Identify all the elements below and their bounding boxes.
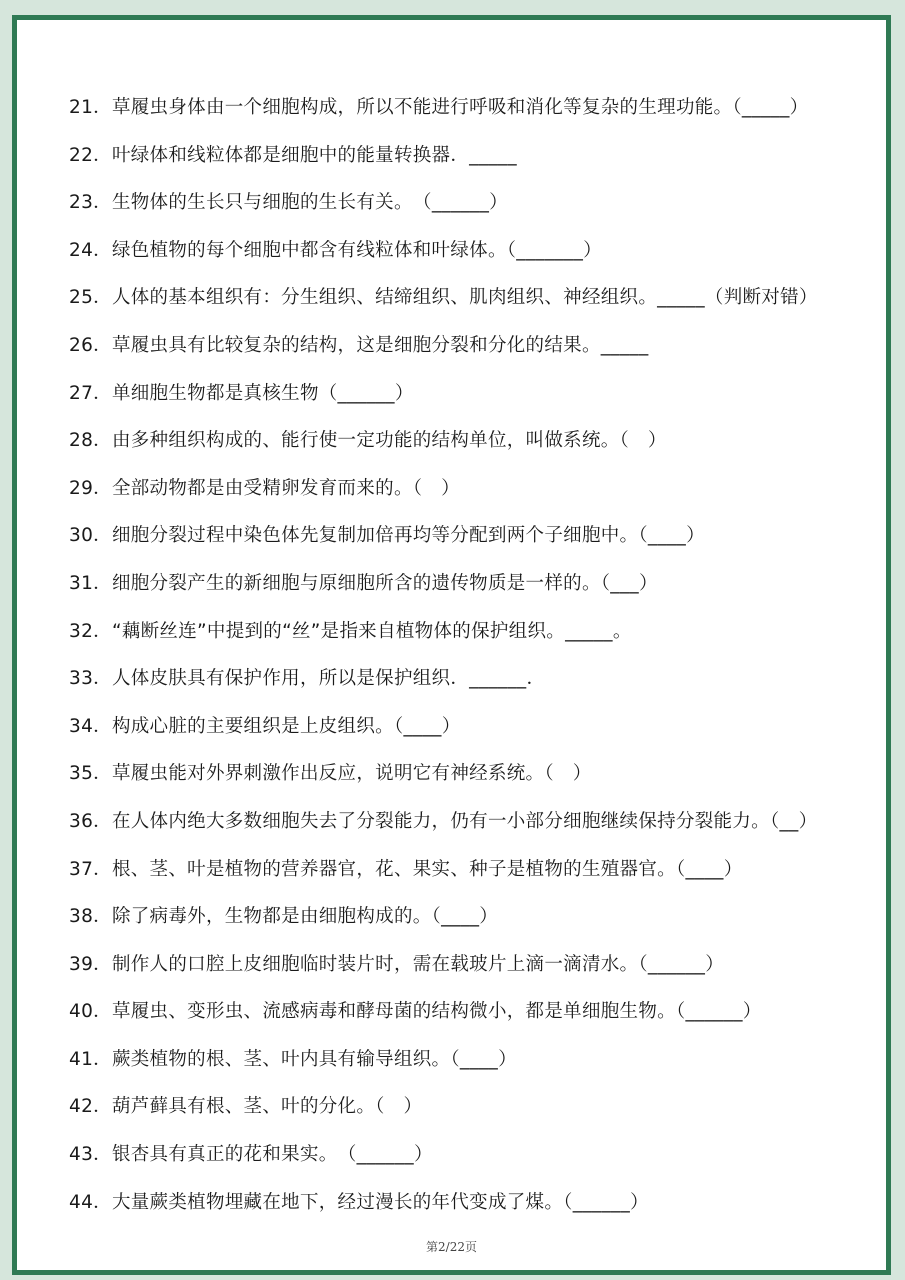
question-item: 28．由多种组织构成的、能行使一定功能的结构单位，叫做系统。（ ） (69, 430, 667, 452)
question-item: 30．细胞分裂过程中染色体先复制加倍再均等分配到两个子细胞中。（____） (69, 525, 705, 547)
question-item: 36．在人体内绝大多数细胞失去了分裂能力，仍有一小部分细胞继续保持分裂能力。（__） (69, 810, 818, 832)
question-item: 27．单细胞生物都是真核生物（______） (69, 382, 414, 404)
question-item: 34．构成心脏的主要组织是上皮组织。（____） (69, 715, 461, 737)
page-number: 第2/22页 (426, 1240, 477, 1254)
question-item: 25．人体的基本组织有：分生组织、结缔组织、肌肉组织、神经组织。_____（判断对错） (69, 287, 818, 309)
question-list (69, 90, 879, 1232)
question-item: 40．草履虫、变形虫、流感病毒和酵母菌的结构微小，都是单细胞生物。（______） (69, 1001, 762, 1023)
question-item: 23．生物体的生长只与细胞的生长有关。 （______） (69, 192, 508, 214)
page-frame (12, 15, 891, 1275)
question-item: 41．蕨类植物的根、茎、叶内具有输导组织。（____） (69, 1048, 517, 1070)
question-item: 32．“藕断丝连”中提到的“丝”是指来自植物体的保护组织。_____。 (69, 620, 632, 642)
question-item: 44．大量蕨类植物埋藏在地下，经过漫长的年代变成了煤。（______） (69, 1191, 649, 1213)
question-item: 39．制作人的口腔上皮细胞临时装片时，需在载玻片上滴一滴清水。（______） (69, 953, 724, 975)
question-item: 24．绿色植物的每个细胞中都含有线粒体和叶绿体。（_______） (69, 239, 602, 261)
question-item: 35．草履虫能对外界刺激作出反应，说明它有神经系统。（ ） (69, 763, 592, 785)
question-item: 22．叶绿体和线粒体都是细胞中的能量转换器．_____ (69, 144, 517, 166)
question-item: 37．根、茎、叶是植物的营养器官，花、果实、种子是植物的生殖器官。（____） (69, 858, 743, 880)
question-item: 31．细胞分裂产生的新细胞与原细胞所含的遗传物质是一样的。（___） (69, 572, 658, 594)
question-item: 33．人体皮肤具有保护作用，所以是保护组织．______． (69, 668, 546, 690)
question-item: 26．草履虫具有比较复杂的结构，这是细胞分裂和分化的结果。_____ (69, 334, 649, 356)
question-item: 43．银杏具有真正的花和果实。 （______） (69, 1144, 433, 1166)
question-item: 29．全部动物都是由受精卵发育而来的。（ ） (69, 477, 460, 499)
question-item: 42．葫芦藓具有根、茎、叶的分化。（ ） (69, 1096, 423, 1118)
question-item: 21．草履虫身体由一个细胞构成，所以不能进行呼吸和消化等复杂的生理功能。（_____） (69, 97, 809, 118)
question-item: 38．除了病毒外，生物都是由细胞构成的。（____） (69, 906, 499, 928)
